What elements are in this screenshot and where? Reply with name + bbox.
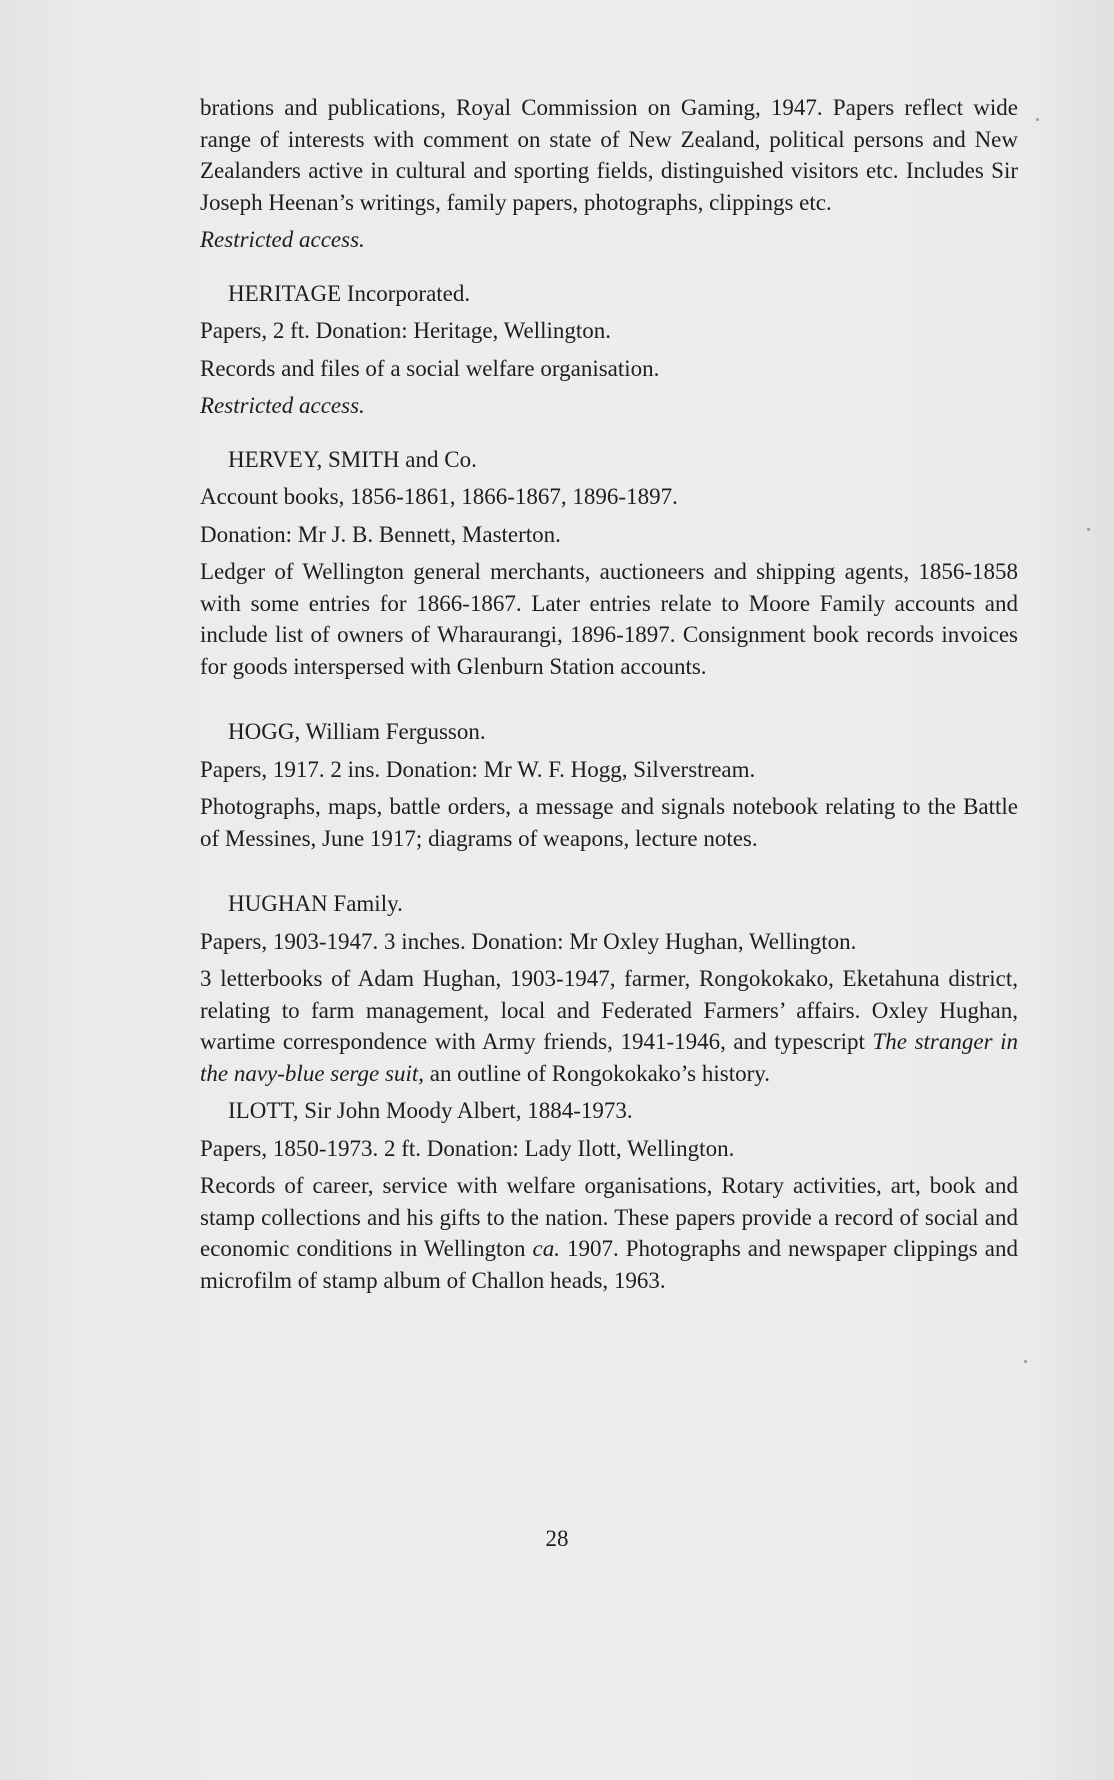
entry-description: Photographs, maps, battle orders, a message and signals notebook relating to the Battle of Messines, June 1917; diagrams of weapons, lecture notes. <box>200 794 1018 851</box>
entry-heading: HERVEY, SMITH and Co. <box>228 446 477 472</box>
entry-heading: HERITAGE Incorporated. <box>228 280 471 306</box>
entry-description <box>200 963 1018 1089</box>
description-text: an outline of Rongokokako’s history. <box>423 1060 771 1086</box>
description-text: 1907. Photographs and newspaper clippings and microfilm of stamp album of Challon heads, 1963. <box>200 1236 1018 1293</box>
latin-abbreviation: ca. <box>532 1236 560 1261</box>
restricted-access-note: Restricted access. <box>200 227 365 252</box>
text-column <box>200 92 1018 1296</box>
description-text: 3 letterbooks of Adam Hughan, 1903-1947, farmer, Rongokokako, Eketahuna district, relating to farm management, local and Federated Farmers’ affairs. Oxley Hughan, wartime correspondence with Army friends, 1941-1946, and typescript <box>200 966 1018 1054</box>
page-number: 28 <box>545 1526 569 1551</box>
entry-description: Records and files of a social welfare organisation. <box>200 355 660 381</box>
entry-heading: ILOTT, Sir John Moody Albert, 1884-1973. <box>228 1098 633 1123</box>
restricted-access-note: Restricted access. <box>200 393 365 418</box>
continuation-paragraph: brations and publications, Royal Commission on Gaming, 1947. Papers reflect wide range of interests with comment on state of New Zealand, political persons and New Zealanders active in cultural and sporting fields, distinguished visitors etc. Includes Sir Joseph Heenan’s writings, family papers, photographs, clippings etc. <box>200 95 1018 215</box>
entry-details: Account books, 1856-1861, 1866-1867, 1896-1897. <box>200 484 678 509</box>
paper-speck <box>1024 1360 1027 1363</box>
paper-speck <box>1036 118 1039 121</box>
entry-details: Papers, 1903-1947. 3 inches. Donation: Mr Oxley Hughan, Wellington. <box>200 928 857 954</box>
entry-heading: HUGHAN Family. <box>228 891 403 916</box>
entry-details: Papers, 1850-1973. 2 ft. Donation: Lady Ilott, Wellington. <box>200 1135 735 1161</box>
publication-title: The stranger in the navy-blue serge suit, <box>200 1029 1018 1086</box>
entry-heading: HOGG, William Fergusson. <box>228 719 486 744</box>
entry-details: Papers, 2 ft. Donation: Heritage, Wellington. <box>200 318 612 343</box>
entry-description: Ledger of Wellington general merchants, auctioneers and shipping agents, 1856-1858 with some entries for 1866-1867. Later entries relate to Moore Family accounts and include list of owners of Wharaurangi, 1896-1897. Consignment book records invoices for goods interspersed with Glenburn Station accounts. <box>200 559 1018 679</box>
entry-description <box>200 1170 1018 1296</box>
description-text: Records of career, service with welfare organisations, Rotary activities, art, book and stamp collections and his gifts to the nation. These papers provide a record of social and economic conditions in Wellington <box>200 1173 1018 1261</box>
paper-speck <box>1087 528 1090 531</box>
entry-donation: Donation: Mr J. B. Bennett, Masterton. <box>200 521 561 547</box>
entry-details: Papers, 1917. 2 ins. Donation: Mr W. F. Hogg, Silverstream. <box>200 756 756 782</box>
